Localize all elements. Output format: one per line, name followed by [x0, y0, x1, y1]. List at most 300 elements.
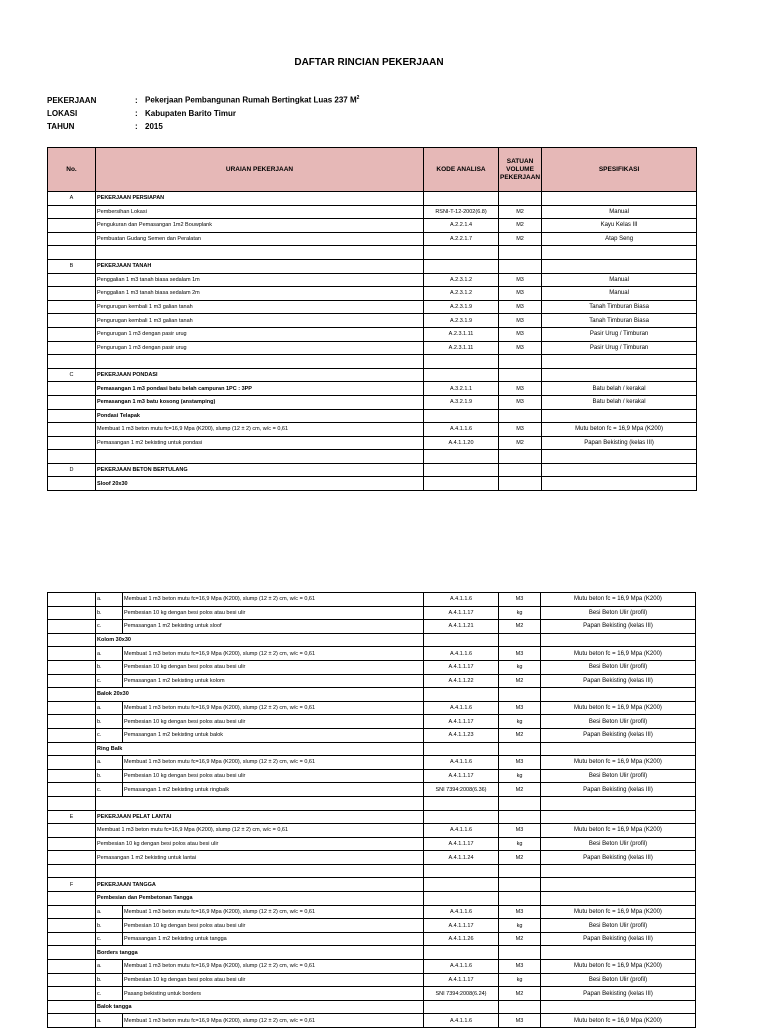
table-row	[48, 973, 696, 987]
uraian-cell	[96, 450, 424, 464]
kode-cell: A.4.1.1.20	[424, 436, 499, 450]
kode-cell	[424, 633, 499, 647]
satuan-cell: M3	[499, 647, 541, 661]
blank-row	[48, 450, 697, 464]
no-cell	[48, 287, 96, 301]
no-cell	[48, 436, 96, 450]
satuan-cell: M2	[499, 205, 542, 219]
satuan-cell	[499, 1000, 541, 1014]
table-row	[48, 382, 697, 396]
satuan-cell: M3	[499, 300, 542, 314]
no-cell	[48, 395, 96, 409]
no-cell	[48, 246, 96, 260]
meta-lokasi: LOKASI : Kabupaten Barito Timur	[47, 109, 236, 118]
spesifikasi-cell	[541, 892, 696, 906]
uraian-cell: Ring Balk	[96, 742, 424, 756]
kode-cell: A.4.1.1.17	[424, 715, 499, 729]
meta-value: Kabupaten Barito Timur	[145, 109, 236, 118]
uraian-cell: Pemasangan 1 m2 bekisting untuk tangga	[123, 932, 424, 946]
uraian-cell: Balok tangga	[96, 1000, 424, 1014]
no-cell	[48, 837, 96, 851]
no-cell	[48, 382, 96, 396]
satuan-cell: kg	[499, 973, 541, 987]
spesifikasi-cell: Tanah Timburan Biasa	[542, 314, 697, 328]
uraian-cell: Pondasi Telapak	[96, 409, 424, 423]
uraian-cell: Pemasangan 1 m3 batu kosong (anstamping)	[96, 395, 424, 409]
satuan-cell	[499, 878, 541, 892]
satuan-cell	[499, 796, 541, 810]
blank-row	[48, 796, 696, 810]
spesifikasi-cell: Mutu beton fc = 16,9 Mpa (K200)	[541, 647, 696, 661]
kode-cell: A.2.3.1.11	[424, 327, 499, 341]
uraian-cell: PEKERJAAN PERSIAPAN	[96, 192, 424, 206]
sub-letter-cell: b.	[96, 769, 123, 783]
satuan-cell: M3	[499, 341, 542, 355]
table-row	[48, 633, 696, 647]
satuan-cell: M2	[499, 851, 541, 865]
sub-letter-cell: b.	[96, 973, 123, 987]
section-row	[48, 463, 697, 477]
spesifikasi-cell: Papan Bekisting (kelas III)	[542, 436, 697, 450]
table-row	[48, 232, 697, 246]
spesifikasi-cell	[541, 1000, 696, 1014]
uraian-cell: Kolom 30x30	[96, 633, 424, 647]
uraian-cell: Membuat 1 m3 beton mutu fc=16,9 Mpa (K200), slump (12 ± 2) cm, w/c = 0,61	[96, 824, 424, 838]
uraian-cell: Pengurugan kembali 1 m3 galian tanah	[96, 300, 424, 314]
uraian-cell: PEKERJAAN BETON BERTULANG	[96, 463, 424, 477]
section-row	[48, 192, 697, 206]
no-cell	[48, 932, 96, 946]
table-row	[48, 1000, 696, 1014]
satuan-cell	[499, 259, 542, 273]
table-row	[48, 287, 697, 301]
satuan-cell	[499, 946, 541, 960]
uraian-cell: Pemasangan 1 m2 bekisting untuk lantai	[96, 851, 424, 865]
table-row	[48, 341, 697, 355]
satuan-cell: M3	[499, 382, 542, 396]
table-row	[48, 647, 696, 661]
uraian-cell: Membuat 1 m3 beton mutu fc=16,9 Mpa (K200), slump (12 ± 2) cm, w/c = 0,61	[96, 423, 424, 437]
no-cell	[48, 409, 96, 423]
kode-cell: A.2.3.1.2	[424, 273, 499, 287]
kode-cell: A.4.1.1.6	[424, 647, 499, 661]
no-cell	[48, 314, 96, 328]
meta-value: 2015	[145, 122, 163, 131]
no-cell	[48, 851, 96, 865]
kode-cell	[424, 368, 499, 382]
sub-letter-cell: b.	[96, 715, 123, 729]
spesifikasi-cell: Batu belah / kerakal	[542, 395, 697, 409]
spesifikasi-cell: Atap Seng	[542, 232, 697, 246]
header-no: No.	[48, 148, 96, 192]
spesifikasi-cell: Pasir Urug / Timburan	[542, 341, 697, 355]
meta-value: Pekerjaan Pembangunan Rumah Bertingkat Luas 237 M	[145, 95, 357, 105]
satuan-cell	[499, 192, 542, 206]
meta-value-superscript: 2	[356, 95, 360, 101]
spesifikasi-cell	[542, 477, 697, 491]
kode-cell	[424, 246, 499, 260]
header-uraian: URAIAN PEKERJAAN	[96, 148, 424, 192]
kode-cell: A.4.1.1.6	[424, 423, 499, 437]
sub-letter-cell: a.	[96, 647, 123, 661]
table-row	[48, 660, 696, 674]
satuan-cell	[499, 463, 542, 477]
sub-letter-cell: c.	[96, 987, 123, 1001]
table-row	[48, 946, 696, 960]
satuan-cell	[499, 355, 542, 369]
spesifikasi-cell: Pasir Urug / Timburan	[542, 327, 697, 341]
uraian-cell: Sloof 20x30	[96, 477, 424, 491]
table-row	[48, 919, 696, 933]
spesifikasi-cell: Papan Bekisting (kelas III)	[541, 674, 696, 688]
spesifikasi-cell: Papan Bekisting (kelas III)	[541, 987, 696, 1001]
uraian-cell: Membuat 1 m3 beton mutu fc=16,9 Mpa (K200), slump (12 ± 2) cm, w/c = 0,61	[123, 756, 424, 770]
table-row	[48, 756, 696, 770]
meta-key: TAHUN	[47, 122, 75, 131]
satuan-cell: M3	[499, 824, 541, 838]
uraian-cell: Pembesian 10 kg dengan besi polos atau besi ulir	[123, 973, 424, 987]
kode-cell	[424, 1000, 499, 1014]
sub-letter-cell: b.	[96, 660, 123, 674]
kode-cell: A.4.1.1.17	[424, 660, 499, 674]
kode-cell: A.4.1.1.21	[424, 620, 499, 634]
uraian-cell: Pengurugan 1 m3 dengan pasir urug	[96, 341, 424, 355]
no-cell	[48, 300, 96, 314]
table-row	[48, 783, 696, 797]
satuan-cell: M2	[499, 436, 542, 450]
uraian-cell	[96, 246, 424, 260]
kode-cell: A.4.1.1.17	[424, 919, 499, 933]
spesifikasi-cell: Manual	[542, 205, 697, 219]
uraian-cell	[96, 796, 424, 810]
satuan-cell	[499, 892, 541, 906]
kode-cell: A.4.1.1.6	[424, 960, 499, 974]
no-cell	[48, 606, 96, 620]
uraian-cell: Membuat 1 m3 beton mutu fc=16,9 Mpa (K200), slump (12 ± 2) cm, w/c = 0,61	[123, 1014, 424, 1028]
no-cell	[48, 864, 96, 878]
satuan-cell	[499, 477, 542, 491]
uraian-cell: Pembesian 10 kg dengan besi polos atau besi ulir	[123, 769, 424, 783]
spesifikasi-cell: Besi Beton Ulir (profil)	[541, 715, 696, 729]
uraian-cell: PEKERJAAN TANAH	[96, 259, 424, 273]
satuan-cell: M3	[499, 273, 542, 287]
uraian-cell: Pembesian dan Pembetonan Tangga	[96, 892, 424, 906]
table-row	[48, 701, 696, 715]
table-row	[48, 674, 696, 688]
table-row	[48, 314, 697, 328]
no-cell	[48, 715, 96, 729]
satuan-cell: M3	[499, 960, 541, 974]
no-cell	[48, 892, 96, 906]
kode-cell	[424, 864, 499, 878]
sub-letter-cell: b.	[96, 606, 123, 620]
table-row	[48, 300, 697, 314]
no-cell	[48, 742, 96, 756]
kode-cell: SNI 7394:2008(6.36)	[424, 783, 499, 797]
satuan-cell: kg	[499, 660, 541, 674]
meta-tahun: TAHUN : 2015	[47, 122, 163, 131]
uraian-cell: Pembuatan Gudang Semen dan Peralatan	[96, 232, 424, 246]
spesifikasi-cell	[542, 192, 697, 206]
satuan-cell	[499, 864, 541, 878]
table-row	[48, 395, 697, 409]
spesifikasi-cell: Manual	[542, 273, 697, 287]
spesifikasi-cell: Besi Beton Ulir (profil)	[541, 837, 696, 851]
sub-letter-cell: c.	[96, 620, 123, 634]
no-cell	[48, 327, 96, 341]
spesifikasi-cell: Mutu beton fc = 16,9 Mpa (K200)	[541, 1014, 696, 1028]
kode-cell: A.4.1.1.22	[424, 674, 499, 688]
no-cell	[48, 728, 96, 742]
kode-cell: A.4.1.1.6	[424, 593, 499, 607]
uraian-cell: Borders tangga	[96, 946, 424, 960]
no-cell	[48, 824, 96, 838]
kode-cell	[424, 409, 499, 423]
spesifikasi-cell	[541, 864, 696, 878]
kode-cell	[424, 742, 499, 756]
spesifikasi-cell	[542, 246, 697, 260]
no-cell	[48, 341, 96, 355]
document-title: DAFTAR RINCIAN PEKERJAAN	[294, 57, 444, 68]
kode-cell	[424, 463, 499, 477]
header-kode: KODE ANALISA	[424, 148, 499, 192]
no-cell	[48, 960, 96, 974]
spesifikasi-cell	[541, 810, 696, 824]
uraian-cell	[96, 864, 424, 878]
no-cell: D	[48, 463, 96, 477]
kode-cell: RSNI-T-12-2002(6.8)	[424, 205, 499, 219]
spesifikasi-cell: Besi Beton Ulir (profil)	[541, 769, 696, 783]
kode-cell: SNI 7394:2008(6.24)	[424, 987, 499, 1001]
kode-cell	[424, 450, 499, 464]
no-cell	[48, 701, 96, 715]
no-cell: B	[48, 259, 96, 273]
satuan-cell: M2	[499, 728, 541, 742]
kode-cell: A.4.1.1.6	[424, 1014, 499, 1028]
satuan-cell: M2	[499, 620, 541, 634]
uraian-cell: Penggalian 1 m3 tanah biasa sedalam 2m	[96, 287, 424, 301]
uraian-cell: Membuat 1 m3 beton mutu fc=16,9 Mpa (K200), slump (12 ± 2) cm, w/c = 0,61	[123, 701, 424, 715]
no-cell	[48, 477, 96, 491]
uraian-cell: Pemasangan 1 m2 bekisting untuk sloof	[123, 620, 424, 634]
satuan-cell: M3	[499, 701, 541, 715]
blank-row	[48, 864, 696, 878]
uraian-cell: Pemasangan 1 m2 bekisting untuk pondasi	[96, 436, 424, 450]
sub-letter-cell: c.	[96, 783, 123, 797]
satuan-cell	[499, 450, 542, 464]
kode-cell: A.4.1.1.6	[424, 905, 499, 919]
spesifikasi-cell: Papan Bekisting (kelas III)	[541, 783, 696, 797]
spesifikasi-cell: Mutu beton fc = 16,9 Mpa (K200)	[541, 824, 696, 838]
kode-cell: A.2.3.1.9	[424, 314, 499, 328]
spesifikasi-cell	[541, 633, 696, 647]
no-cell: F	[48, 878, 96, 892]
no-cell	[48, 688, 96, 702]
table-row	[48, 742, 696, 756]
uraian-cell: Membuat 1 m3 beton mutu fc=16,9 Mpa (K200), slump (12 ± 2) cm, w/c = 0,61	[123, 647, 424, 661]
satuan-cell: M2	[499, 932, 541, 946]
table-row	[48, 892, 696, 906]
no-cell	[48, 423, 96, 437]
uraian-cell: Pengurugan kembali 1 m3 galian tanah	[96, 314, 424, 328]
table-row	[48, 987, 696, 1001]
satuan-cell: M2	[499, 219, 542, 233]
satuan-cell: kg	[499, 715, 541, 729]
no-cell	[48, 905, 96, 919]
no-cell	[48, 674, 96, 688]
kode-cell: A.4.1.1.24	[424, 851, 499, 865]
sub-letter-cell: c.	[96, 932, 123, 946]
kode-cell: A.4.1.1.26	[424, 932, 499, 946]
no-cell	[48, 1000, 96, 1014]
no-cell	[48, 919, 96, 933]
spesifikasi-cell: Mutu beton fc = 16,9 Mpa (K200)	[541, 905, 696, 919]
spesifikasi-cell	[541, 878, 696, 892]
no-cell	[48, 232, 96, 246]
section-row	[48, 878, 696, 892]
no-cell	[48, 205, 96, 219]
no-cell	[48, 219, 96, 233]
work-table-part-2	[47, 592, 696, 1028]
table-row	[48, 423, 697, 437]
table-row	[48, 728, 696, 742]
no-cell	[48, 946, 96, 960]
table-row	[48, 688, 696, 702]
satuan-cell	[499, 409, 542, 423]
table-row	[48, 769, 696, 783]
uraian-cell: Balok 20x30	[96, 688, 424, 702]
kode-cell: A.2.2.1.4	[424, 219, 499, 233]
spesifikasi-cell: Besi Beton Ulir (profil)	[541, 919, 696, 933]
kode-cell: A.4.1.1.17	[424, 606, 499, 620]
spesifikasi-cell: Besi Beton Ulir (profil)	[541, 606, 696, 620]
no-cell	[48, 987, 96, 1001]
satuan-cell: M2	[499, 232, 542, 246]
spesifikasi-cell	[542, 368, 697, 382]
satuan-cell: M3	[499, 905, 541, 919]
sub-letter-cell: a.	[96, 756, 123, 770]
satuan-cell: M3	[499, 287, 542, 301]
spesifikasi-cell	[542, 450, 697, 464]
no-cell	[48, 647, 96, 661]
spesifikasi-cell: Papan Bekisting (kelas III)	[541, 851, 696, 865]
spesifikasi-cell	[541, 796, 696, 810]
satuan-cell: kg	[499, 837, 541, 851]
sub-letter-cell: c.	[96, 728, 123, 742]
spesifikasi-cell: Batu belah / kerakal	[542, 382, 697, 396]
kode-cell	[424, 878, 499, 892]
kode-cell	[424, 796, 499, 810]
uraian-cell: Pengukuran dan Pemasangan 1m2 Bouwplank	[96, 219, 424, 233]
blank-row	[48, 355, 697, 369]
table-row	[48, 436, 697, 450]
uraian-cell: PEKERJAAN TANGGA	[96, 878, 424, 892]
spesifikasi-cell: Tanah Timburan Biasa	[542, 300, 697, 314]
satuan-cell	[499, 742, 541, 756]
no-cell	[48, 593, 96, 607]
satuan-cell: M3	[499, 756, 541, 770]
kode-cell	[424, 946, 499, 960]
table-row	[48, 273, 697, 287]
no-cell: A	[48, 192, 96, 206]
sub-letter-cell: a.	[96, 701, 123, 715]
uraian-cell: Pemasangan 1 m2 bekisting untuk ringbalk	[123, 783, 424, 797]
table-row	[48, 327, 697, 341]
uraian-cell: Pemasangan 1 m2 bekisting untuk balok	[123, 728, 424, 742]
kode-cell: A.2.2.1.7	[424, 232, 499, 246]
spesifikasi-cell: Mutu beton fc = 16,9 Mpa (K200)	[542, 423, 697, 437]
spesifikasi-cell	[541, 742, 696, 756]
table-row	[48, 905, 696, 919]
spesifikasi-cell: Papan Bekisting (kelas III)	[541, 620, 696, 634]
uraian-cell: PEKERJAAN PONDASI	[96, 368, 424, 382]
header-spesifikasi: SPESIFIKASI	[542, 148, 697, 192]
no-cell: E	[48, 810, 96, 824]
satuan-cell: M3	[499, 1014, 541, 1028]
spesifikasi-cell: Besi Beton Ulir (profil)	[541, 660, 696, 674]
satuan-cell: kg	[499, 919, 541, 933]
sub-letter-cell: a.	[96, 905, 123, 919]
no-cell	[48, 633, 96, 647]
kode-cell: A.3.2.1.9	[424, 395, 499, 409]
kode-cell: A.4.1.1.6	[424, 701, 499, 715]
satuan-cell	[499, 810, 541, 824]
table-row	[48, 824, 696, 838]
uraian-cell: Pengurugan 1 m3 dengan pasir urug	[96, 327, 424, 341]
table-header-row	[48, 148, 697, 192]
kode-cell	[424, 810, 499, 824]
table-row	[48, 620, 696, 634]
satuan-cell: kg	[499, 769, 541, 783]
section-row	[48, 810, 696, 824]
table-row	[48, 219, 697, 233]
spesifikasi-cell: Mutu beton fc = 16,9 Mpa (K200)	[541, 593, 696, 607]
satuan-cell: M2	[499, 987, 541, 1001]
table-row	[48, 606, 696, 620]
uraian-cell: Pembesian 10 kg dengan besi polos atau besi ulir	[123, 919, 424, 933]
kode-cell	[424, 477, 499, 491]
spesifikasi-cell: Mutu beton fc = 16,9 Mpa (K200)	[541, 756, 696, 770]
uraian-cell: Pembesian 10 kg dengan besi polos atau besi ulir	[123, 660, 424, 674]
uraian-cell: Pemasangan 1 m2 bekisting untuk kolom	[123, 674, 424, 688]
uraian-cell: Membuat 1 m3 beton mutu fc=16,9 Mpa (K200), slump (12 ± 2) cm, w/c = 0,61	[123, 960, 424, 974]
table-row	[48, 593, 696, 607]
satuan-cell	[499, 633, 541, 647]
table-row	[48, 1014, 696, 1028]
uraian-cell: Pembesian 10 kg dengan besi polos atau besi ulir	[96, 837, 424, 851]
kode-cell: A.4.1.1.6	[424, 756, 499, 770]
table-row	[48, 715, 696, 729]
spesifikasi-cell: Kayu Kelas III	[542, 219, 697, 233]
section-row	[48, 259, 697, 273]
table-row	[48, 205, 697, 219]
table-row	[48, 837, 696, 851]
no-cell	[48, 660, 96, 674]
meta-key: PEKERJAAN	[47, 95, 97, 105]
table-row	[48, 477, 697, 491]
kode-cell: A.2.3.1.2	[424, 287, 499, 301]
table-row	[48, 851, 696, 865]
sub-letter-cell: b.	[96, 919, 123, 933]
satuan-cell: M3	[499, 423, 542, 437]
section-row	[48, 368, 697, 382]
uraian-cell: Pembersihan Lokasi	[96, 205, 424, 219]
meta-key: LOKASI	[47, 109, 78, 118]
blank-row	[48, 246, 697, 260]
satuan-cell	[499, 688, 541, 702]
kode-cell	[424, 259, 499, 273]
sub-letter-cell: a.	[96, 1014, 123, 1028]
